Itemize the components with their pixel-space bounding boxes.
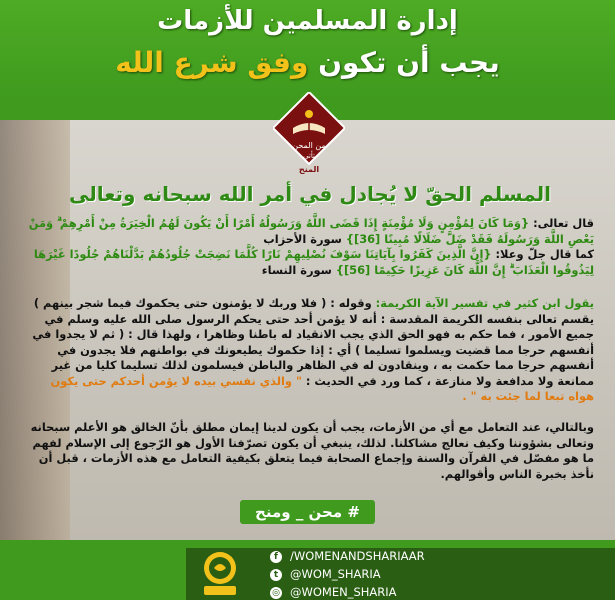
- logo-text-3: المنح: [298, 165, 320, 174]
- section-heading: المسلم الحقّ لا يُجادل في أمر الله سبحانه وتعالى: [69, 182, 551, 206]
- hashtag-label: # محن _ ومنح: [240, 500, 375, 524]
- twitter-icon: t: [270, 569, 282, 581]
- twitter-link[interactable]: [270, 566, 510, 582]
- conclusion-paragraph: وبالتالي، عند التعامل مع أي من الأزمات، يجب أن يكون لدينا إيمان مطلق بأنّ الخالق هو الأعلم سبحانه وتعالى بشؤوننا وكيف نعالج مشاكلنا. لذلك، ينبغي أن يكون تصرّفنا الأول هو الرّجوع إلى الإسلام لفهم ما هو مفصّل في القرآن والسنة وإجماع الصحابة فيما يتعلق بكيفية التعامل مع هذه الأزمات ، قبل أن نأخذ بخبرة الناس وأقوالهم.: [30, 420, 594, 481]
- tafsir-body: وقوله : ( فلا وربك لا يؤمنون حتى يحكموك فيما شجر بينهم ) يقسم تعالى بنفسه الكريمة المقدسة : أنه لا يؤمن أحد حتى يحكم الرسول صلى الله عليه وسلم في جميع الأمور ، فما حكم به فهو الحق الذي يجب الانقياد له باطنا وظاهرا ، ولهذا قال : ( ثم لا يجدوا في أنفسهم حرجا مما قضيت ويسلموا تسليما ) أي : إذا حكموك يطيعونك في بواطنهم فلا يجدون في أنفسهم حرجا مما حكمت به ، وينقادون له في الظاهر والباطن فيسلمون لذلك تسليما كليا من غير ممانعة ولا مدافعة ولا منازعة ، كما ورد في الحديث :: [32, 296, 594, 388]
- instagram-link[interactable]: [270, 584, 510, 600]
- facebook-icon: f: [270, 551, 282, 563]
- logo-text-2: تأتي: [303, 152, 315, 160]
- tafsir-block: [22, 296, 594, 405]
- campaign-badge-icon: [198, 548, 242, 598]
- verse1-surah: سورة الأحزاب: [263, 231, 342, 246]
- verse2-intro: كما قال جلّ وعلا:: [495, 247, 594, 261]
- instagram-icon: ◎: [270, 587, 282, 599]
- subtitle-prefix: يجب أن تكون: [318, 46, 500, 79]
- subtitle-highlight: وفق شرع الله: [115, 46, 309, 79]
- verse2-text: {إِنَّ الَّذِينَ كَفَرُوا بِآيَاتِنَا سَوْفَ نُصْلِيهِمْ نَارًا كُلَّمَا نَضِجَتْ جُلُودُهُمْ بَدَّلْنَاهُمْ جُلُودًا غَيْرَهَا لِيَذُوقُوا الْعَذَابَ ۗ إِنَّ اللَّهَ كَانَ عَزِيزًا حَكِيمًا [56]}: [33, 247, 594, 277]
- facebook-handle: /WOMENANDSHARIAAR: [290, 549, 425, 563]
- poster-subtitle: [0, 46, 615, 79]
- verse1-text: {وَمَا كَانَ لِمُؤْمِنٍ وَلَا مُؤْمِنَةٍ إِذَا قَضَى اللَّهُ وَرَسُولُهُ أَمْرًا أَنْ يَكُونَ لَهُمُ الْخِيَرَةُ مِنْ أَمْرِهِمْ ۗ وَمَنْ يَعْصِ اللَّهَ وَرَسُولَهُ فَقَدْ ضَلَّ ضَلَالًا مُبِينًا [36]}: [28, 216, 594, 246]
- facebook-link[interactable]: [270, 548, 510, 564]
- tafsir-label: يقول ابن كثير في تفسير الآية الكريمة:: [375, 296, 594, 310]
- tafsir-hadith: " والذي نفسي بيده لا يؤمن أحدكم حتى يكون هواه تبعا لما جئت به " .: [50, 373, 594, 403]
- campaign-logo: [273, 92, 345, 178]
- twitter-handle: @WOM_SHARIA: [290, 567, 381, 581]
- poster-title: إدارة المسلمين للأزمات: [157, 6, 458, 36]
- verses-block: [22, 216, 594, 278]
- verse2-surah: سورة النساء: [261, 262, 332, 277]
- verse1-intro: قال تعالى:: [533, 216, 594, 230]
- logo-text-1: من المحن: [292, 141, 326, 150]
- instagram-handle: @WOMEN_SHARIA: [290, 585, 397, 599]
